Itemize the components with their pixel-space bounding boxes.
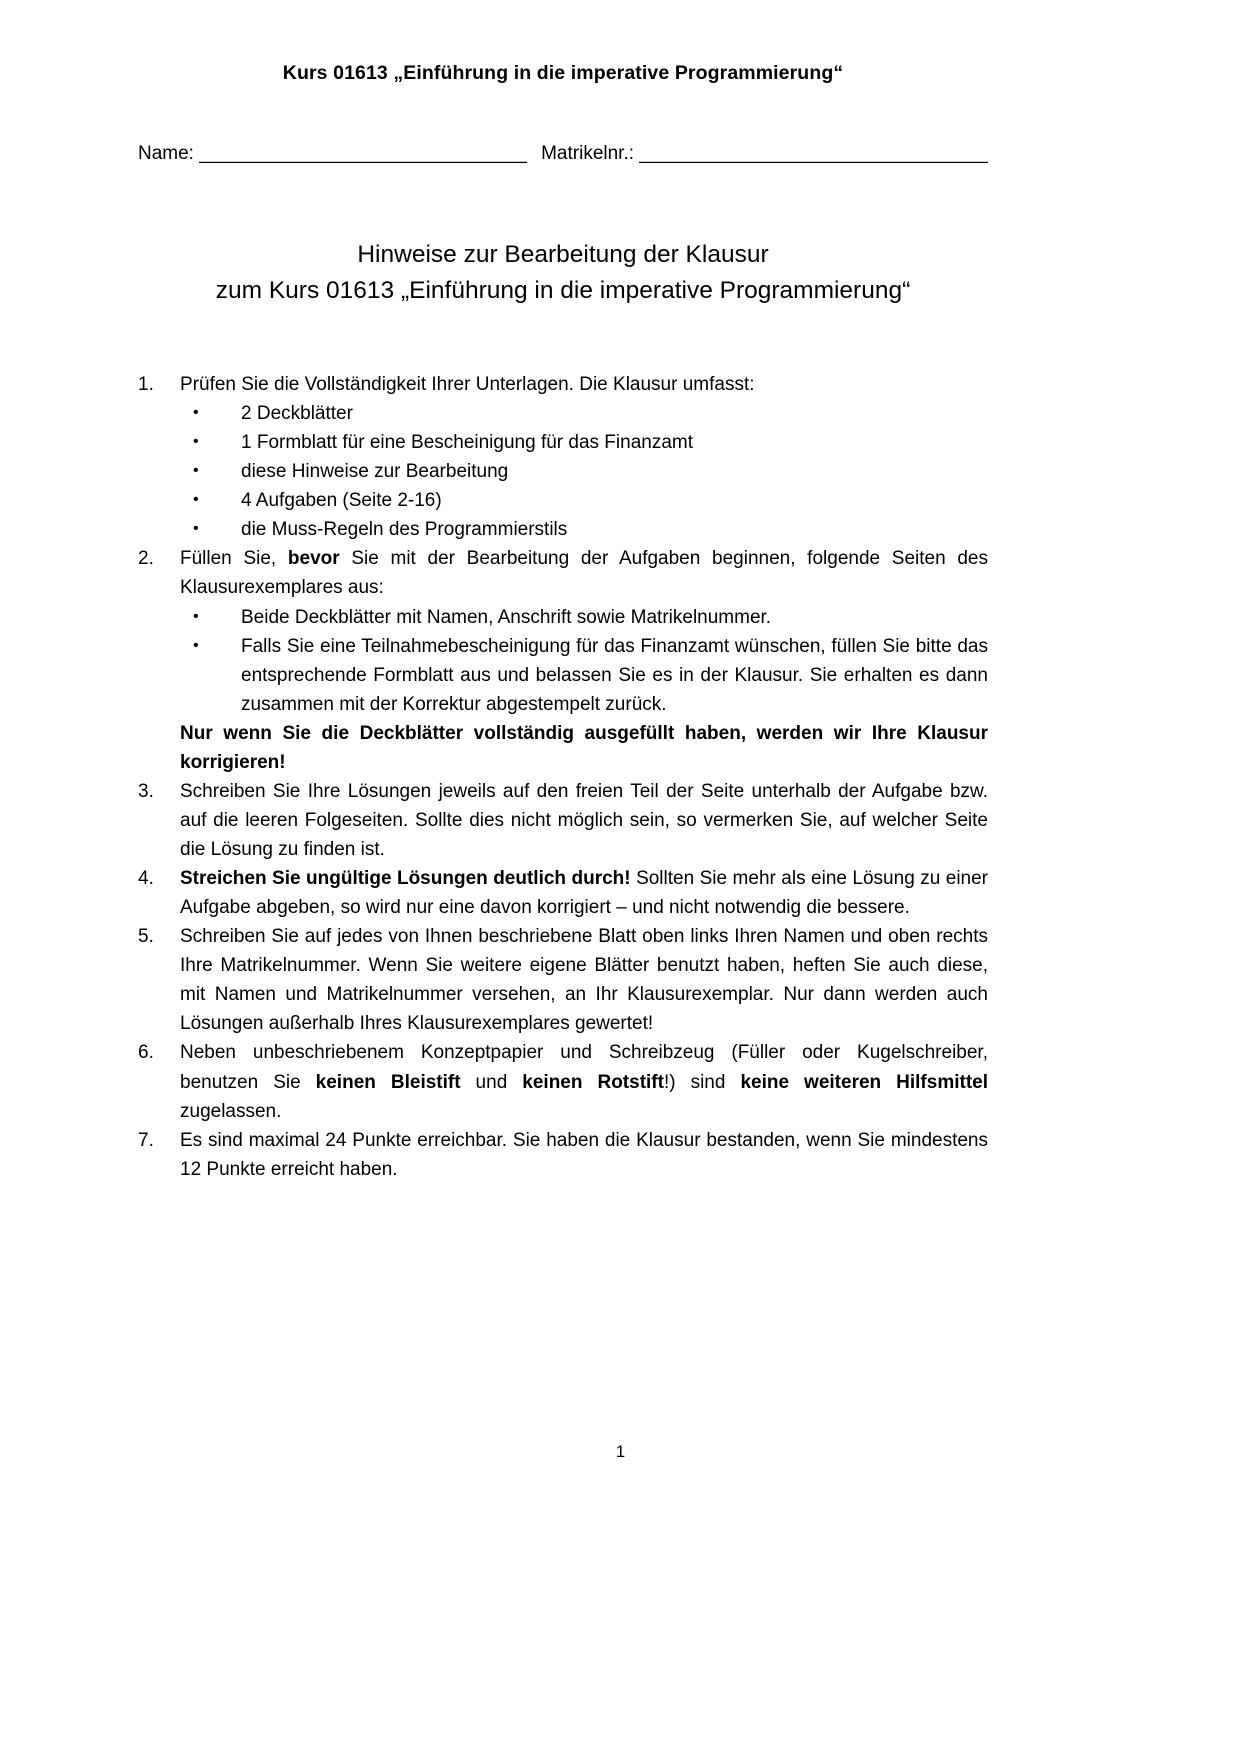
bullet-icon: • <box>193 433 199 451</box>
heading-line-2: zum Kurs 01613 „Einführung in die imperative Programmierung“ <box>215 276 911 304</box>
list-marker: 3. <box>138 780 154 802</box>
list-text <box>180 864 988 922</box>
list-item <box>193 632 988 719</box>
list-marker: 7. <box>138 1129 154 1151</box>
list-item <box>193 515 988 544</box>
list-item <box>138 1126 988 1184</box>
seg-1: keinen Bleistift <box>315 1071 461 1093</box>
list-item <box>138 370 988 399</box>
bullet-icon: • <box>193 491 199 509</box>
list-text-bold: bevor <box>287 548 340 570</box>
list-text-post: Sollten Sie mehr als eine Lösung zu einer Aufgabe abgeben, so wird nur eine davon korrigiert – und nicht notwendig die bessere. <box>180 868 988 919</box>
name-field-label: Name: _______________________________ <box>138 143 527 164</box>
bullet-text: die Muss-Regeln des Programmierstils <box>241 519 568 541</box>
list-item <box>193 486 988 515</box>
identification-line <box>138 143 988 165</box>
list-item <box>138 544 988 602</box>
list-item <box>138 922 988 1038</box>
seg-6: zugelassen. <box>180 1100 282 1122</box>
list-item <box>138 864 988 922</box>
list-item <box>193 399 988 428</box>
bullet-icon: • <box>193 462 199 480</box>
page-content <box>138 0 988 1184</box>
list-item <box>193 603 988 632</box>
list-text-bold: Streichen Sie ungültige Lösungen deutlich durch! <box>180 868 631 890</box>
bullet-text: 1 Formblatt für eine Bescheinigung für das Finanzamt <box>241 432 694 454</box>
list-item <box>193 457 988 486</box>
instructions-list <box>138 370 988 1184</box>
list-text: Schreiben Sie Ihre Lösungen jeweils auf den freien Teil der Seite unterhalb der Aufgabe bzw. auf die leeren Folgeseiten. Sollte dies nicht möglich sein, so vermerken Sie, auf welcher Seite die Lösung zu finden ist. <box>180 780 988 861</box>
list-item <box>138 1038 988 1125</box>
seg-3: keinen Rotstift <box>522 1071 664 1093</box>
bullet-icon: • <box>193 520 199 538</box>
sublist-1 <box>138 399 988 544</box>
list-marker: 4. <box>138 868 154 890</box>
list-text-pre: Füllen Sie, <box>180 548 288 570</box>
bullet-text: Beide Deckblätter mit Namen, Anschrift sowie Matrikelnummer. <box>241 606 772 628</box>
bullet-text: 2 Deckblätter <box>241 403 353 425</box>
sublist-2 <box>138 603 988 719</box>
list-marker: 5. <box>138 926 154 948</box>
page-number: 1 <box>615 1442 626 1461</box>
heading-line-1: Hinweise zur Bearbeitung der Klausur <box>357 241 769 268</box>
list-marker: 1. <box>138 374 154 396</box>
bullet-text: diese Hinweise zur Bearbeitung <box>241 461 509 483</box>
seg-0: Neben unbeschriebenem Konzeptpapier und Schreibzeug (Füller oder Kugelschreiber, benutzen Sie <box>180 1042 988 1093</box>
emphasis-note: Nur wenn Sie die Deckblätter vollständig ausgefüllt haben, werden wir Ihre Klausur korrigieren! <box>180 722 988 773</box>
list-marker: 6. <box>138 1042 154 1064</box>
seg-2: und <box>460 1071 523 1093</box>
list-text <box>180 544 988 602</box>
list-text-post: Sie mit der Bearbeitung der Aufgaben beginnen, folgende Seiten des Klausurexemplares aus: <box>180 548 988 599</box>
list-text: Schreiben Sie auf jedes von Ihnen beschriebene Blatt oben links Ihren Namen und oben rechts Ihre Matrikelnummer. Wenn Sie weitere eigene Blätter benutzt haben, heften Sie auch diese, mit Namen und Matrikelnummer versehen, an Ihr Klausurexemplar. Nur dann werden auch Lösungen außerhalb Ihres Klausurexemplares gewertet! <box>180 926 988 1035</box>
list-text <box>180 1038 988 1125</box>
bullet-icon: • <box>193 404 199 422</box>
list-marker: 2. <box>138 548 154 570</box>
list-text: Prüfen Sie die Vollständigkeit Ihrer Unterlagen. Die Klausur umfasst: <box>180 374 755 396</box>
bullet-text: Falls Sie eine Teilnahmebescheinigung für das Finanzamt wünschen, füllen Sie bitte das entsprechende Formblatt aus und belassen Sie es in der Klausur. Sie erhalten es dann zusammen mit der Korrektur abgestempelt zurück. <box>241 635 988 715</box>
document-heading <box>138 237 988 308</box>
seg-4: !) sind <box>663 1071 741 1093</box>
list-item <box>193 428 988 457</box>
bullet-text: 4 Aufgaben (Seite 2-16) <box>241 490 442 512</box>
seg-5: keine weiteren Hilfsmittel <box>740 1071 988 1093</box>
list-item <box>138 777 988 864</box>
bullet-icon: • <box>193 636 199 654</box>
matriculation-field-label: Matrikelnr.: _________________________________ <box>541 143 988 164</box>
page-title: Kurs 01613 „Einführung in die imperative Programmierung“ <box>282 62 844 84</box>
bullet-icon: • <box>193 607 199 625</box>
list-text: Es sind maximal 24 Punkte erreichbar. Sie haben die Klausur bestanden, wenn Sie mindestens 12 Punkte erreicht haben. <box>180 1129 988 1180</box>
